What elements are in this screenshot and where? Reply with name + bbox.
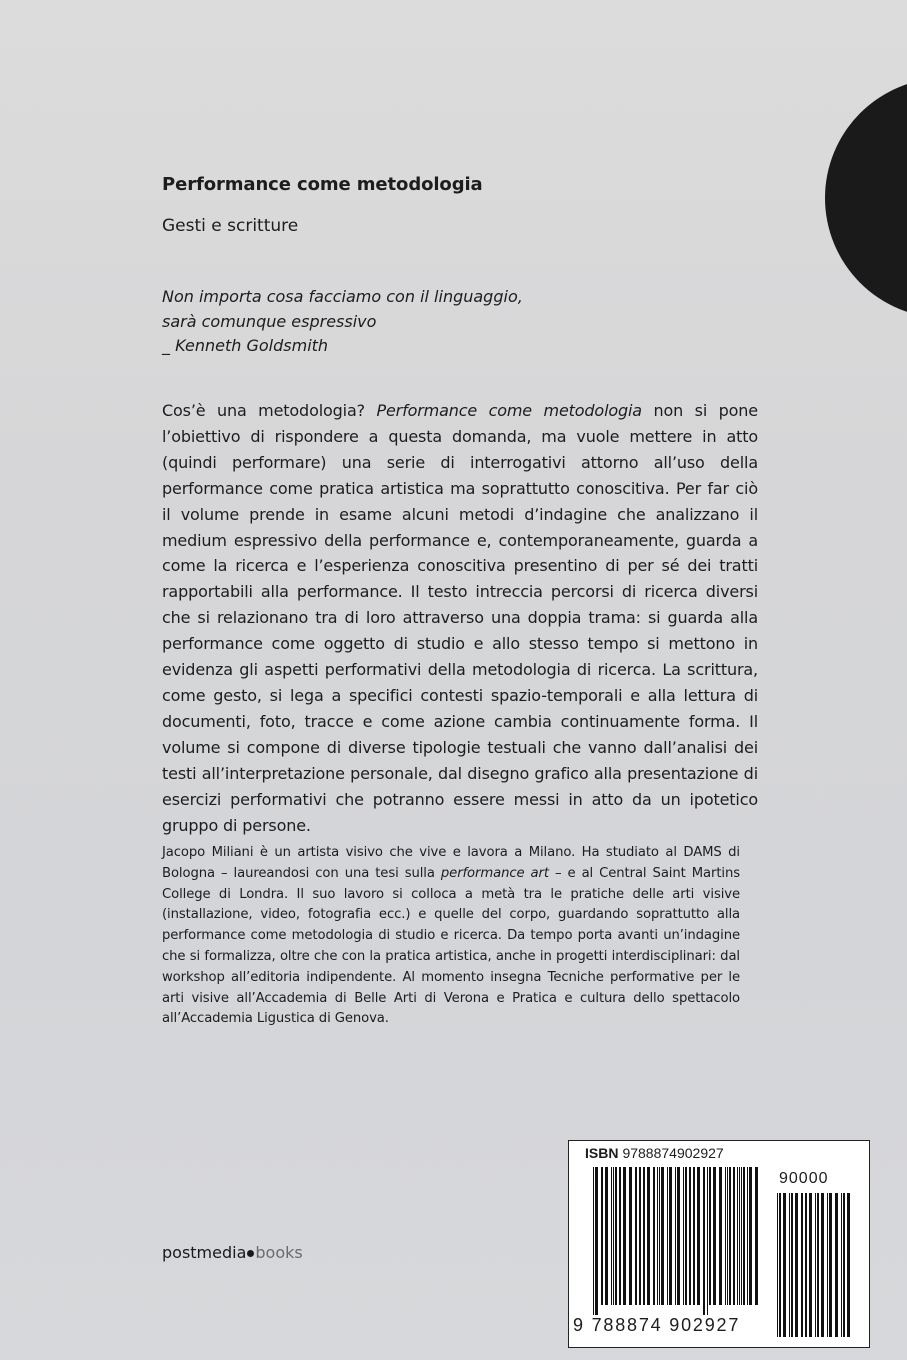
barcode-bar (685, 1167, 687, 1305)
barcode-bar (801, 1193, 803, 1337)
barcode-bar (843, 1193, 845, 1337)
barcode-bar (689, 1167, 691, 1305)
barcode-bar (713, 1167, 716, 1305)
barcode-bar (755, 1167, 758, 1305)
barcode-bar (809, 1193, 812, 1337)
bio-start: Jacopo Miliani è un artista visivo che vive e lavora a Milano. Ha studiato al DAMS di Bologna – laureandosi con una tesi sulla (162, 845, 740, 881)
epigraph-line: sarà comunque espressivo (162, 311, 377, 331)
author-bio (162, 843, 740, 1030)
publisher-imprint: books (255, 1243, 303, 1262)
publisher-logo (162, 1243, 303, 1262)
isbn-barcode (568, 1140, 870, 1348)
barcode-bar (697, 1167, 700, 1305)
barcode-bar (623, 1167, 626, 1305)
synopsis (162, 398, 758, 838)
barcode-bar (729, 1167, 731, 1305)
barcode-bar (749, 1167, 752, 1305)
barcode-bar (805, 1193, 807, 1337)
synopsis-title-italic: Performance come metodologia (376, 401, 642, 420)
barcode-bar (675, 1167, 676, 1305)
barcode-bar (595, 1167, 598, 1315)
barcode-bar (747, 1167, 748, 1305)
barcode-bar (615, 1167, 617, 1305)
barcode-bar (601, 1167, 603, 1305)
barcode-bar (795, 1193, 798, 1337)
isbn-prefix: ISBN (585, 1145, 619, 1161)
barcode-digits: 9 788874 902927 (573, 1315, 741, 1335)
barcode-bar (719, 1167, 722, 1305)
synopsis-rest: non si pone l’obiettivo di rispondere a questa domanda, ma vuole mettere in atto (quindi performare) una serie di interrogativi attorno all’uso della performance come pratica artistica ma soprattutto conoscitiva. Per far ciò il volume prende in esame alcuni metodi d’indagine che analizzano il medium espressivo della performance e, contemporaneamente, guarda a come la ricerca e l’esperienza conoscitiva presentino di per sé dei tratti rapportabili alla performance. Il testo intreccia percorsi di ricerca diversi che si relazionano tra di loro attraverso una doppia trama: si guarda alla performance come oggetto di studio e allo stesso tempo si mettono in evidenza gli aspetti performativi della metodologia di ricerca. La scrittura, come gesto, si lega a specifici contesti spazio-temporali e alla lettura di documenti, foto, tracce e come azione cambia continuamente forma. Il volume si compone di diverse tipologie testuali che vanno dall’analisi dei testi all’interpretazione personale, dal disegno grafico alla presentazione di esercizi performativi che potranno essere messi in atto da un ipotetico gruppo di persone. (162, 401, 758, 835)
barcode-bar (669, 1167, 672, 1305)
isbn-number: 9788874902927 (622, 1145, 724, 1161)
barcode-bar (737, 1167, 738, 1305)
barcode-bar (777, 1193, 778, 1337)
barcode-bar (827, 1193, 828, 1337)
barcode-bar (619, 1167, 621, 1305)
barcode-bar (605, 1167, 608, 1305)
barcode-bar (593, 1167, 594, 1315)
barcode-bar (667, 1167, 668, 1305)
barcode-bar (639, 1167, 641, 1305)
barcode-bar (693, 1167, 695, 1305)
barcode-bar (677, 1167, 680, 1305)
barcode-bar (629, 1167, 632, 1305)
barcode-bar (779, 1193, 781, 1337)
barcode-bar (821, 1193, 824, 1337)
publisher-name: postmedia (162, 1243, 247, 1262)
barcode-bar (727, 1167, 728, 1305)
barcode-bar (613, 1167, 614, 1305)
barcode-bar (841, 1193, 842, 1337)
publisher-dot (247, 1250, 254, 1257)
bio-end: – e al Central Saint Martins College di Londra. Il suo lavoro si colloca a metà tra le pratiche delle arti visive (installazione, video, fotografia ecc.) e quelle del corpo, guardando soprattutto alla performance come metodologia di studio e ricerca. Da tempo porta avanti un’indagine che si formalizza, oltre che con la pratica artistica, anche in progetti interdisciplinari: dal workshop all’editoria indipendente. Al momento insegna Tecniche performative per le arti visive all’Accademia di Belle Arti di Verona e Pratica e cultura dello spettacolo all’Accademia Ligustica di Genova. (162, 865, 740, 1027)
barcode-bar (709, 1167, 711, 1305)
main-barcode (593, 1167, 758, 1315)
barcode-bar (789, 1193, 790, 1337)
epigraph (162, 285, 523, 359)
barcode-bar (611, 1167, 612, 1305)
barcode-bar (783, 1193, 786, 1337)
barcode-bar (791, 1193, 793, 1337)
barcode-bar (835, 1193, 838, 1337)
barcode-bar (733, 1167, 735, 1305)
barcode-bar (661, 1167, 664, 1305)
barcode-bar (707, 1167, 708, 1315)
black-half-circle (825, 78, 907, 318)
barcode-bar (741, 1167, 742, 1305)
barcode-bar (635, 1167, 637, 1305)
barcode-bar (815, 1193, 816, 1337)
epigraph-author: _ Kenneth Goldsmith (162, 336, 329, 355)
barcode-bar (643, 1167, 645, 1305)
barcode-bar (657, 1167, 658, 1305)
book-title: Performance come metodologia (162, 174, 483, 195)
barcode-bar (817, 1193, 819, 1337)
barcode-bar (647, 1167, 650, 1305)
addon-barcode (777, 1193, 850, 1337)
barcode-bar (743, 1167, 745, 1305)
barcode-bar (703, 1167, 705, 1315)
barcode-bar (829, 1193, 832, 1337)
epigraph-line: Non importa cosa facciamo con il linguaggio, (162, 287, 523, 306)
book-subtitle: Gesti e scritture (162, 216, 299, 236)
barcode-bar (725, 1167, 726, 1305)
barcode-bar (683, 1167, 684, 1305)
barcode-bar (659, 1167, 660, 1305)
barcode-bar (847, 1193, 850, 1337)
addon-number: 90000 (779, 1170, 829, 1187)
synopsis-intro: Cos’è una metodologia? (162, 401, 377, 420)
barcode-bar (739, 1167, 740, 1305)
bio-italic: performance art (440, 865, 549, 881)
barcode-bar (653, 1167, 655, 1305)
